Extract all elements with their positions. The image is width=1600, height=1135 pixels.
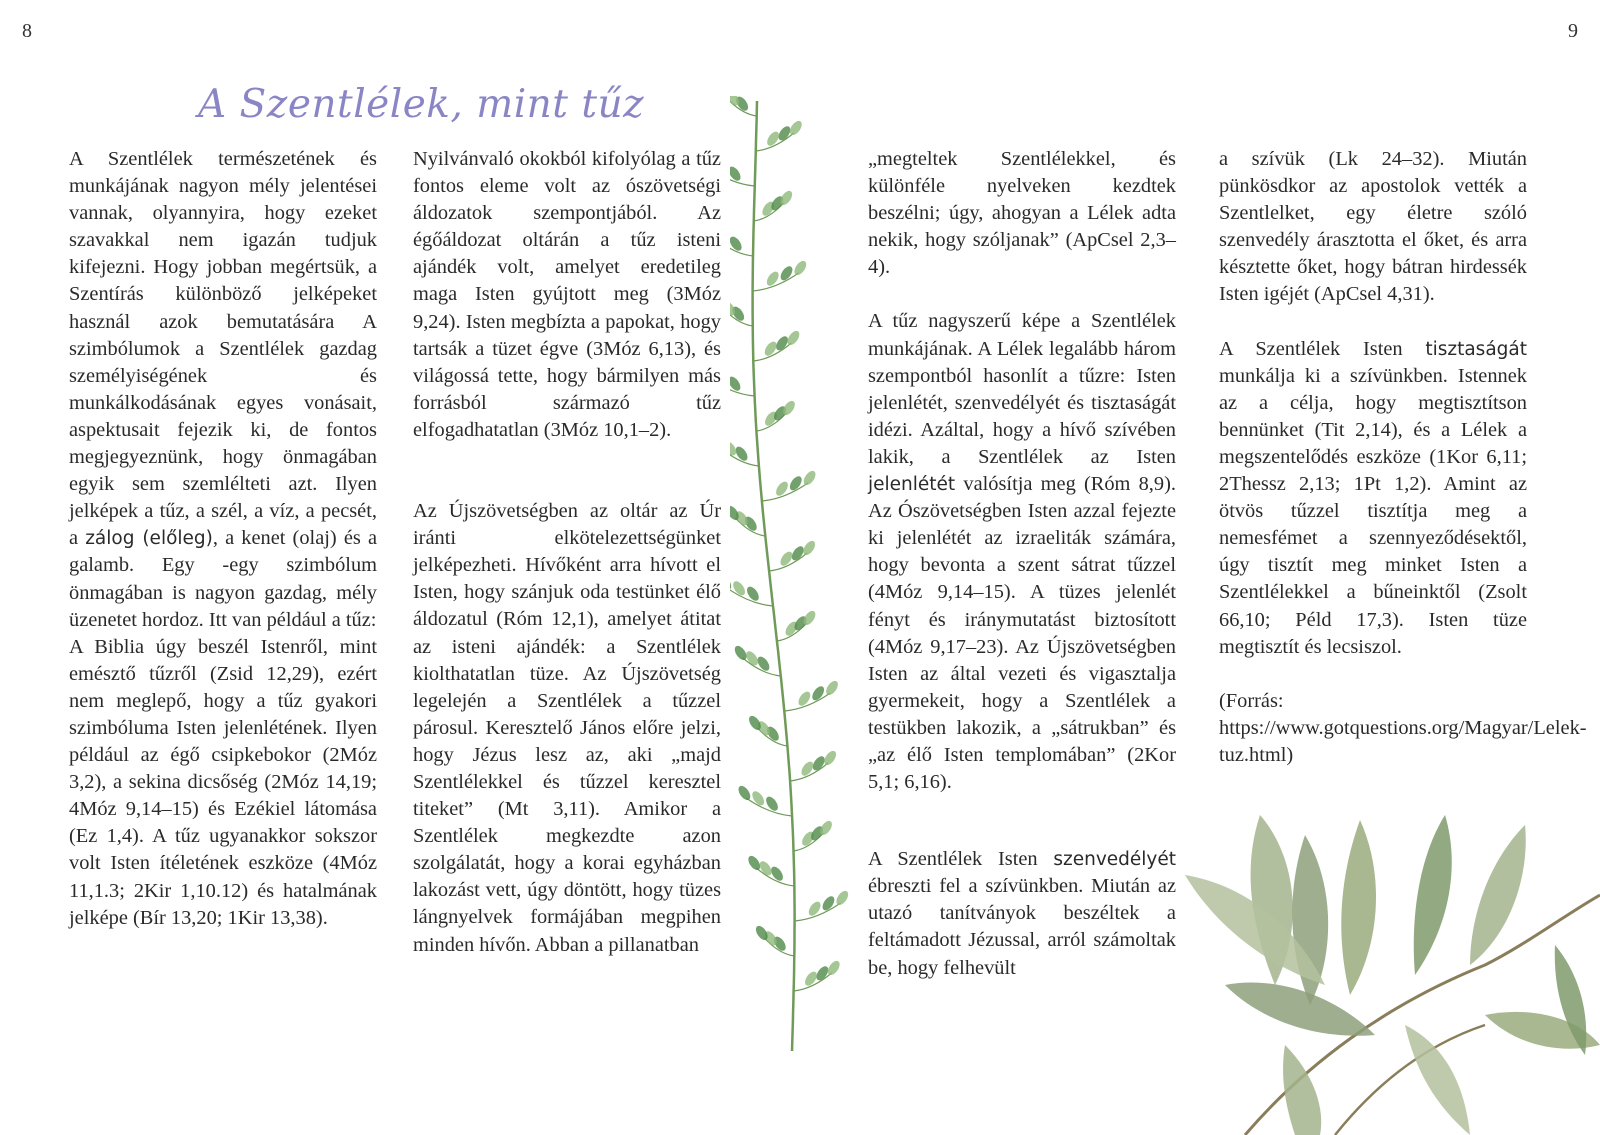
highlighted-term: tisztaságát xyxy=(1425,338,1527,360)
text-column-3 xyxy=(868,146,1176,982)
page-number-right: 9 xyxy=(1568,20,1578,42)
paragraph-text: munkálja ki a szívünkben. Istennek az a célja, hogy megtisztítson bennünket (Tit 2,14), és a Lélek a megszentelődés eszköze (1Kor 6,11; 2Thessz 2,13; 1Pt 1,2). Amint az ötvös tűzzel tisztítja meg a nemesfémet a szennyeződésektől, úgy tisztít meg minket Isten a Szentlélekkel a bűneinktől (Zsolt 66,10; Péld 17,3). Isten tüze megtisztít és lecsiszol. xyxy=(1219,364,1527,658)
source-citation: (Forrás: https://www.gotquestions.org/Magyar/Lelek-tuz.html) xyxy=(1219,689,1587,766)
page-title: A Szentlélek, mint tűz xyxy=(198,82,645,127)
paragraph xyxy=(868,846,1176,981)
paragraph-text: A Szentlélek Isten xyxy=(868,848,1054,871)
text-column-2 xyxy=(413,146,721,959)
paragraph xyxy=(1219,336,1527,661)
page-number-left: 8 xyxy=(22,20,32,42)
vine-illustration xyxy=(730,96,860,1051)
paragraph-text: A tűz nagyszerű képe a Szentlélek munkájának. A Lélek legalább három szempontból hasonlít a tűzre: Isten jelenlétét, szenvedélyét és tisztaságát idézi. Azáltal, hogy a hívő szívében lakik, a Szentlélek az Isten xyxy=(868,310,1176,468)
paragraph: Az Újszövetségben az oltár az Úr iránti elkötelezettségünket jelképezheti. Hívőként arra hívott el Isten, hogy szánjuk oda testünket élő áldozatul (Róm 12,1), amelyet átitat az isteni ajándék: a Szentlélek kiolthatatlan tüze. Az Újszövetség legelején a Szentlélek a tűzzel párosul. Keresztelő János előre jelzi, hogy Jézus lesz az, aki „majd Szentlélekkel és tűzzel keresztel titeket” (Mt 3,11). Amikor a Szentlélek megkezdte azon szolgálatát, hogy a korai egyházban lakozást vett, úgy döntött, hogy tüzes lángnyelvek formájában megpihen minden hívőn. Abban a pillanatban xyxy=(413,500,721,956)
leaf-branch-illustration xyxy=(1185,815,1600,1135)
paragraph xyxy=(868,308,1176,796)
paragraph-text: , a kenet (olaj) és a galamb. Egy -egy szimbólum önmagában is nagyon gazdag, mély üzenetet hordoz. Itt van például a tűz: xyxy=(69,527,377,631)
highlighted-term: zálog (előleg) xyxy=(85,528,213,550)
paragraph-text: ébreszti fel a szívünkben. Miután az utazó tanítványok beszéltek a feltámadott Jézussal, arról számoltak be, hogy felhevült xyxy=(868,875,1176,979)
paragraph: A Biblia úgy beszél Istenről, mint emésztő tűzről (Zsid 12,29), ezért nem meglepő, hogy a tűz gyakori szimbóluma Isten jelenlétének. Ilyen például az égő csipkebokor (2Móz 3,2), a sekina dicsőség (2Móz 14,19; 4Móz 9,14–15) és Ezékiel látomása (Ez 1,4). A tűz ugyanakkor sokszor volt Isten ítéletének eszköze (4Móz 11,1.3; 2Kir 1,10.12) és hatalmának jelképe (Bír 13,20; 1Kir 13,38). xyxy=(69,635,377,929)
paragraph-text: A Szentlélek Isten xyxy=(1219,337,1426,360)
highlighted-term: jelenlétét xyxy=(868,474,956,496)
paragraph-text: valósítja meg (Róm 8,9). Az Ószövetségben Isten azzal fejezte ki jelenlétét az izraeliták számára, hogy bevonta a szent sátrat tűzzel (4Móz 9,14–15). A tüzes jelenlét fényt és iránymutatást biztosított (4Móz 9,17–23). Az Újszövetségben Isten az által vezeti és vigasztalja gyermekeit, hogy a Szentlélek a testükben lakozik, a „sátrukban” és „az élő Isten templomában” (2Kor 5,1; 6,16). xyxy=(868,473,1176,794)
paragraph-text: A Szentlélek természetének és munkájának nagyon mély jelentései vannak, olyannyira, hogy ezeket szavakkal nem igazán tudjuk kifejezni. Hogy jobban megértsük, a Szentírás különböző jelképeket használ azok bemutatására A szimbólumok a Szentlélek gazdag személyiségének és munkálkodásának egyes vonásait, aspektusait fejezik ki, de fontos megjegyeznünk, hogy önmagában egyik sem szemlélteti azt. Ilyen jelképek a tűz, a szél, a víz, a pecsét, a xyxy=(69,148,377,550)
paragraph xyxy=(69,146,377,634)
paragraph: a szívük (Lk 24–32). Miután pünkösdkor az apostolok vették a Szentlelket, egy életre szóló szenvedély árasztotta el őket, és arra késztette őket, hogy bátran hirdessék Isten igéjét (ApCsel 4,31). xyxy=(1219,148,1527,306)
paragraph: Nyilvánvaló okokból kifolyólag a tűz fontos eleme volt az ószövetségi áldozatok szempontjából. Az égőáldozat oltárán a tűz isteni ajándék volt, amelyet eredetileg maga Isten gyújtott meg (3Móz 9,24). Isten megbízta a papokat, hogy tartsák a tüzet égve (3Móz 6,13), és világossá tette, hogy bármilyen más forrásból származó tűz elfogadhatatlan (3Móz 10,1–2). xyxy=(413,148,721,441)
paragraph: „megteltek Szentlélekkel, és különféle nyelveken kezdtek beszélni; úgy, ahogyan a Lélek adta nekik, hogy szóljanak” (ApCsel 2,3–4). xyxy=(868,148,1176,279)
text-column-1 xyxy=(69,146,377,932)
text-column-4 xyxy=(1219,146,1587,769)
highlighted-term: szenvedélyét xyxy=(1053,849,1176,871)
